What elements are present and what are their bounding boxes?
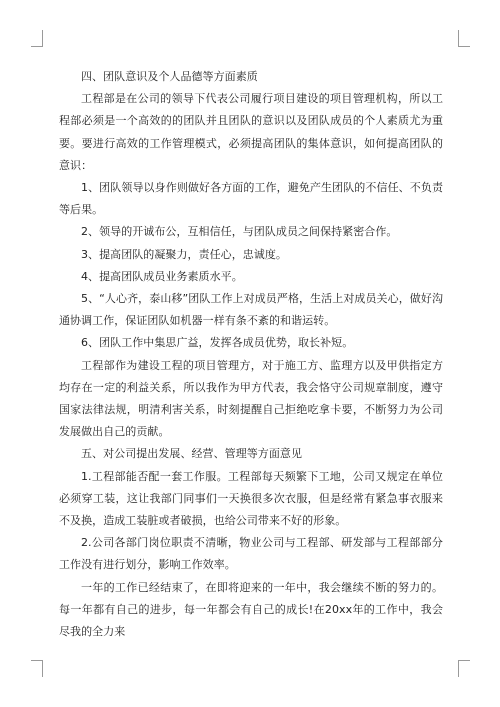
suggestion-item-2: 2.公司各部门岗位职责不清晰，物业公司与工程部、研发部与工程部部分工作没有进行划分，影响工作效率。 bbox=[59, 536, 443, 572]
paragraph-engineering-dept-intro: 工程部是在公司的领导下代表公司履行项目建设的项目管理机构，所以工程部必须是一个高效的的团队并且团队的意识以及团队成员的个人素质尤为重要。要进行高效的工作管理模式，必须提高团队的集体意识，如何提高团队的意识： bbox=[59, 92, 443, 172]
suggestion-item-1: 1.工程部能否配一套工作服。工程部每天频繁下工地，公司又规定在单位必须穿工装，这让我部门同事们一天换很多次衣服，但是经常有紧急事衣服来不及换，造成工装脏或者破损，也给公司带来不好的形象。 bbox=[59, 469, 443, 528]
document-body bbox=[59, 66, 443, 643]
list-item-1: 1、团队领导以身作则做好各方面的工作，避免产生团队的不信任、不负责等后果。 bbox=[59, 181, 443, 217]
section-heading-team-awareness: 四、团队意识及个人品德等方面素质 bbox=[81, 70, 258, 83]
paragraph-project-management-role: 工程部作为建设工程的项目管理方，对于施工方、监理方以及甲供指定方均存在一定的利益关系，所以我作为甲方代表，我会恪守公司规章制度，遵守国家法律法规，明清利害关系，时刻提醒自己拒绝吃拿卡要，不断努力为公司发展做出自己的贡献。 bbox=[59, 358, 443, 439]
list-item-6: 6、团队工作中集思广益，发挥各成员优势，取长补短。 bbox=[81, 336, 354, 350]
list-item-4: 4、提高团队成员业务素质水平。 bbox=[81, 269, 243, 283]
crop-mark-top-left bbox=[31, 30, 43, 47]
list-item-3: 3、提高团队的凝聚力，责任心，忠诚度。 bbox=[81, 247, 287, 261]
paragraph-closing: 一年的工作已经结束了，在即将迎来的一年中，我会继续不断的努力的。每一年都有自己的进步，每一年都会有自己的成长!在20xx年的工作中，我会尽我的全力来 bbox=[59, 580, 443, 639]
list-item-2: 2、领导的开诚布公，互相信任，与团队成员之间保持紧密合作。 bbox=[81, 225, 398, 239]
crop-mark-top-right bbox=[458, 30, 470, 47]
list-item-5: 5、“人心齐，泰山移”团队工作上对成员严格，生活上对成员关心，做好沟通协调工作，保证团队如机器一样有条不紊的和谐运转。 bbox=[59, 292, 443, 328]
crop-mark-bottom-right bbox=[458, 660, 470, 677]
section-heading-company-suggestions: 五、对公司提出发展、经营、管理等方面意见 bbox=[81, 447, 302, 461]
crop-mark-bottom-left bbox=[31, 660, 43, 677]
